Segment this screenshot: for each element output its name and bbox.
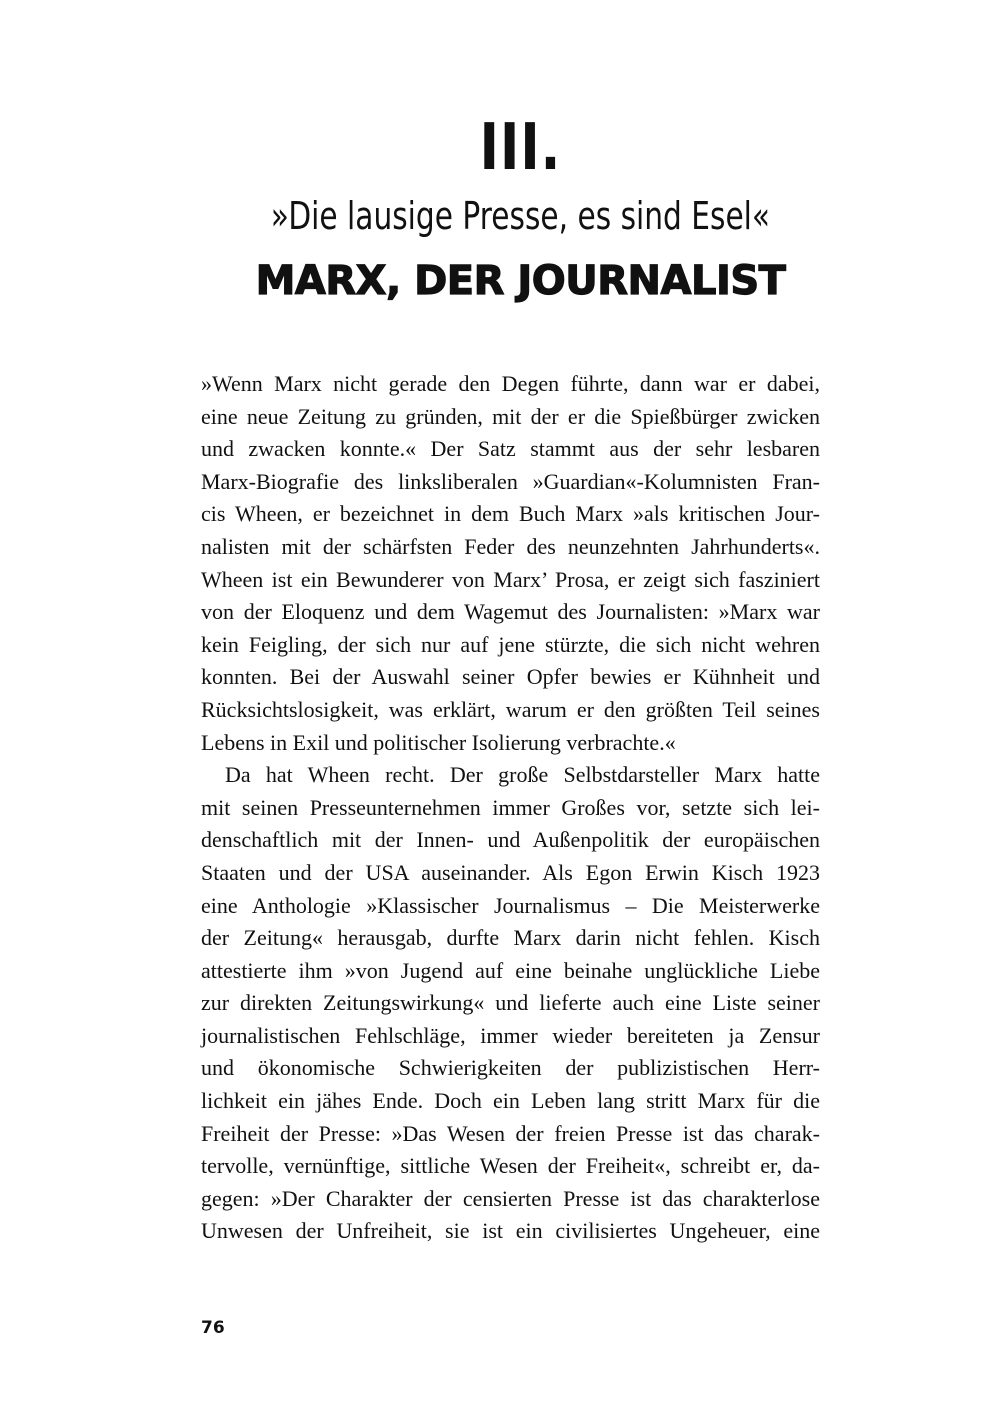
chapter-title: MARX, DER JOURNALIST [255, 258, 786, 304]
text-line: journalistischen Fehlschläge, immer wieder bereiteten ja Zensur [201, 1022, 820, 1048]
chapter-quote: »Die lausige Presse, es sind Esel« [270, 194, 771, 238]
text-line: denschaftlich mit der Innen- und Außenpolitik der europäischen [201, 827, 820, 853]
text-line: lichkeit ein jähes Ende. Doch ein Leben lang stritt Marx für die [201, 1088, 820, 1114]
text-line: Lebens in Exil und politischer Isolierung verbrachte.« [201, 729, 676, 755]
text-line: von der Eloquenz und dem Wagemut des Journalisten: »Marx war [201, 599, 820, 625]
paragraph-1 [201, 368, 820, 759]
text-line: der Zeitung« herausgab, durfte Marx darin nicht fehlen. Kisch [201, 925, 820, 951]
chapter-number: III. [479, 111, 562, 185]
text-line: Da hat Wheen recht. Der große Selbstdarsteller Marx hatte [225, 762, 820, 788]
text-line: cis Wheen, er bezeichnet in dem Buch Marx »als kritischen Jour- [201, 501, 820, 527]
text-line: kein Feigling, der sich nur auf jene stürzte, die sich nicht wehren [201, 631, 820, 657]
text-line: nalisten mit der schärfsten Feder des neunzehnten Jahrhunderts«. [201, 533, 820, 559]
body-text [201, 368, 820, 1248]
text-line: zur direkten Zeitungswirkung« und lieferte auch eine Liste seiner [201, 990, 820, 1016]
text-line: Unwesen der Unfreiheit, sie ist ein civilisiertes Ungeheuer, eine [201, 1218, 820, 1244]
text-line: konnten. Bei der Auswahl seiner Opfer bewies er Kühnheit und [201, 664, 820, 690]
text-line: Rücksichtslosigkeit, was erklärt, warum er den größten Teil seines [201, 696, 820, 722]
text-line: und ökonomische Schwierigkeiten der publizistischen Herr- [201, 1055, 820, 1081]
page-number: 76 [201, 1318, 225, 1338]
text-line: mit seinen Presseunternehmen immer Großes vor, setzte sich lei- [201, 794, 820, 820]
text-line: und zwacken konnte.« Der Satz stammt aus der sehr lesbaren [201, 436, 820, 462]
text-line: Wheen ist ein Bewunderer von Marx’ Prosa, er zeigt sich fasziniert [201, 566, 820, 592]
text-line: attestierte ihm »von Jugend auf eine beinahe unglückliche Liebe [201, 957, 820, 983]
text-line: tervolle, vernünftige, sittliche Wesen der Freiheit«, schreibt er, da- [201, 1153, 820, 1179]
text-line: gegen: »Der Charakter der censierten Presse ist das charakterlose [201, 1185, 820, 1211]
text-line: Staaten und der USA auseinander. Als Egon Erwin Kisch 1923 [201, 859, 820, 885]
text-line: eine neue Zeitung zu gründen, mit der er die Spießbürger zwicken [201, 403, 820, 429]
text-line: Marx-Biografie des linksliberalen »Guardian«-Kolumnisten Fran- [201, 468, 820, 494]
text-line: »Wenn Marx nicht gerade den Degen führte, dann war er dabei, [201, 371, 820, 396]
text-line: Freiheit der Presse: »Das Wesen der freien Presse ist das charak- [201, 1120, 820, 1146]
paragraph-2 [201, 759, 820, 1248]
text-line: eine Anthologie »Klassischer Journalismus – Die Meisterwerke [201, 892, 820, 918]
